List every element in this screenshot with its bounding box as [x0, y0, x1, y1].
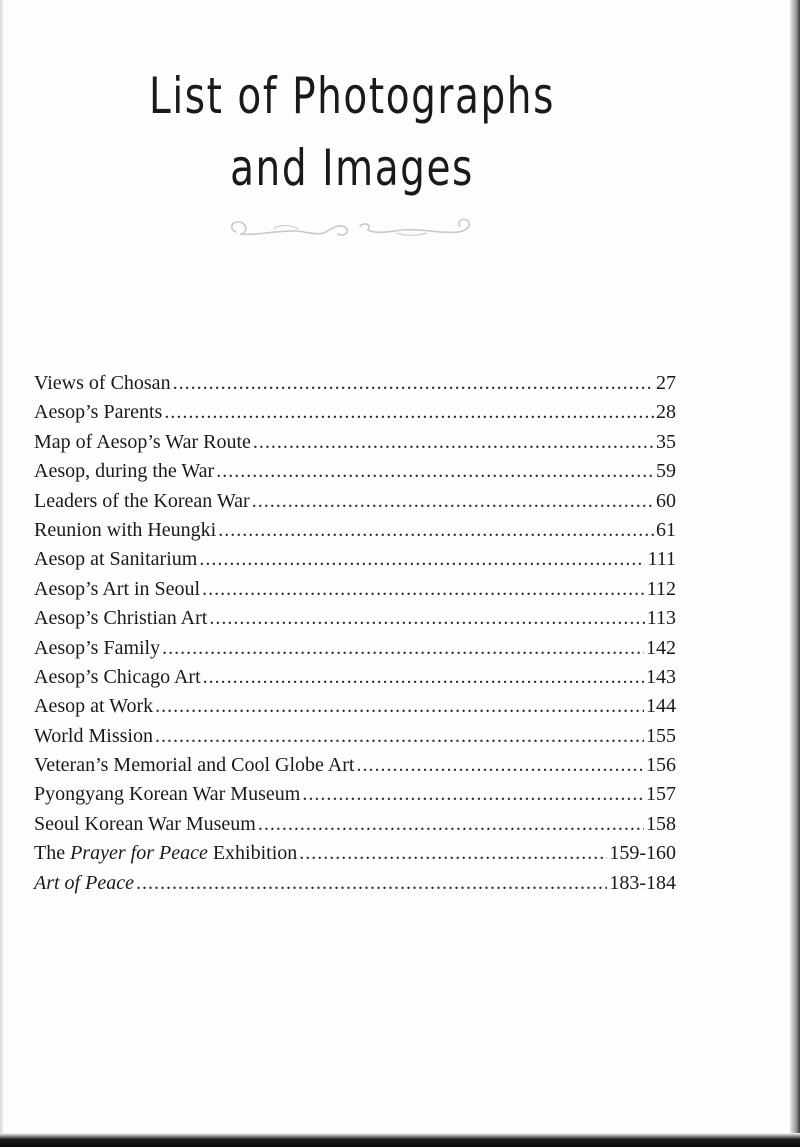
- decorative-flourish: [226, 212, 480, 242]
- entry-title: Aesop, during the War: [34, 460, 215, 483]
- entry-page-number: 157: [646, 783, 676, 806]
- entry-title: World Mission: [34, 724, 153, 747]
- entry-title: Pyongyang Korean War Museum: [34, 783, 301, 806]
- entry-title: Aesop’s Christian Art: [34, 607, 208, 630]
- dot-leader: [218, 516, 654, 545]
- dot-leader: [216, 457, 654, 486]
- entry-title: Aesop at Sanitarium: [34, 548, 198, 571]
- page-right-edge: [790, 0, 800, 1147]
- entry-title: Aesop’s Parents: [34, 401, 163, 424]
- entry-title: Veteran’s Memorial and Cool Globe Art: [34, 754, 355, 777]
- dot-leader: [299, 839, 607, 868]
- entry-title: Map of Aesop’s War Route: [34, 430, 251, 453]
- entry-page-number: 61: [656, 518, 676, 541]
- list-item: [34, 869, 676, 898]
- dot-leader: [253, 428, 654, 457]
- page-title-line-2: and Images: [230, 139, 474, 197]
- entry-page-number: 143: [646, 665, 676, 688]
- entry-title: [34, 839, 299, 868]
- list-item: [34, 457, 676, 486]
- dot-leader: [155, 692, 644, 721]
- list-item: [34, 604, 676, 633]
- entry-page-number: 60: [656, 489, 676, 512]
- list-item: [34, 428, 676, 457]
- entry-page-number: 142: [646, 636, 676, 659]
- entry-page-number: 35: [656, 430, 676, 453]
- page-title-line-1: List of Photographs: [149, 67, 555, 125]
- dot-leader: [162, 634, 644, 663]
- dot-leader: [258, 810, 644, 839]
- entry-title: Aesop’s Chicago Art: [34, 665, 201, 688]
- list-item: [34, 575, 676, 604]
- photo-list: [34, 369, 676, 898]
- entry-title: Aesop’s Family: [34, 636, 161, 659]
- entry-title: Seoul Korean War Museum: [34, 812, 256, 835]
- entry-title: Art of Peace: [34, 871, 134, 894]
- dot-leader: [252, 487, 654, 516]
- dot-leader: [302, 780, 644, 809]
- list-item: [34, 810, 676, 839]
- entry-title-italic: Prayer for Peace: [70, 842, 208, 865]
- entry-page-number: 111: [647, 548, 676, 571]
- list-item: [34, 751, 676, 780]
- list-item: [34, 839, 676, 868]
- dot-leader: [155, 722, 644, 751]
- entry-page-number: 155: [646, 724, 676, 747]
- entry-page-number: 156: [646, 754, 676, 777]
- list-item: [34, 545, 676, 574]
- dot-leader: [357, 751, 645, 780]
- entry-title: Reunion with Heungki: [34, 518, 217, 541]
- entry-page-number: 28: [656, 401, 676, 424]
- list-item: [34, 663, 676, 692]
- list-item: [34, 634, 676, 663]
- entry-page-number: 158: [646, 812, 676, 835]
- list-item: [34, 369, 676, 398]
- dot-leader: [173, 369, 654, 398]
- list-item: [34, 398, 676, 427]
- page-left-edge: [0, 0, 4, 1147]
- dot-leader: [202, 575, 645, 604]
- list-item: [34, 780, 676, 809]
- page-bottom-edge: [0, 1133, 800, 1147]
- entry-page-number: 159-160: [609, 842, 676, 865]
- page-title: [77, 60, 626, 204]
- entry-page-number: 183-184: [609, 871, 676, 894]
- entry-page-number: 112: [646, 577, 676, 600]
- entry-title: Leaders of the Korean War: [34, 489, 250, 512]
- entry-title: Aesop’s Art in Seoul: [34, 577, 201, 600]
- list-item: [34, 692, 676, 721]
- dot-leader: [209, 604, 644, 633]
- entry-title-suffix: Exhibition: [207, 842, 298, 865]
- entry-page-number: 113: [646, 607, 676, 630]
- entry-page-number: 27: [656, 372, 676, 394]
- entry-page-number: 144: [646, 695, 676, 718]
- entry-page-number: 59: [656, 460, 676, 483]
- dot-leader: [164, 398, 654, 427]
- dot-leader: [136, 869, 607, 898]
- list-item: [34, 487, 676, 516]
- dot-leader: [199, 545, 645, 574]
- dot-leader: [203, 663, 644, 692]
- list-item: [34, 722, 676, 751]
- list-item: [34, 516, 676, 545]
- entry-title: Views of Chosan: [34, 372, 171, 394]
- entry-title: Aesop at Work: [34, 695, 154, 718]
- entry-title-prefix: The: [34, 842, 71, 865]
